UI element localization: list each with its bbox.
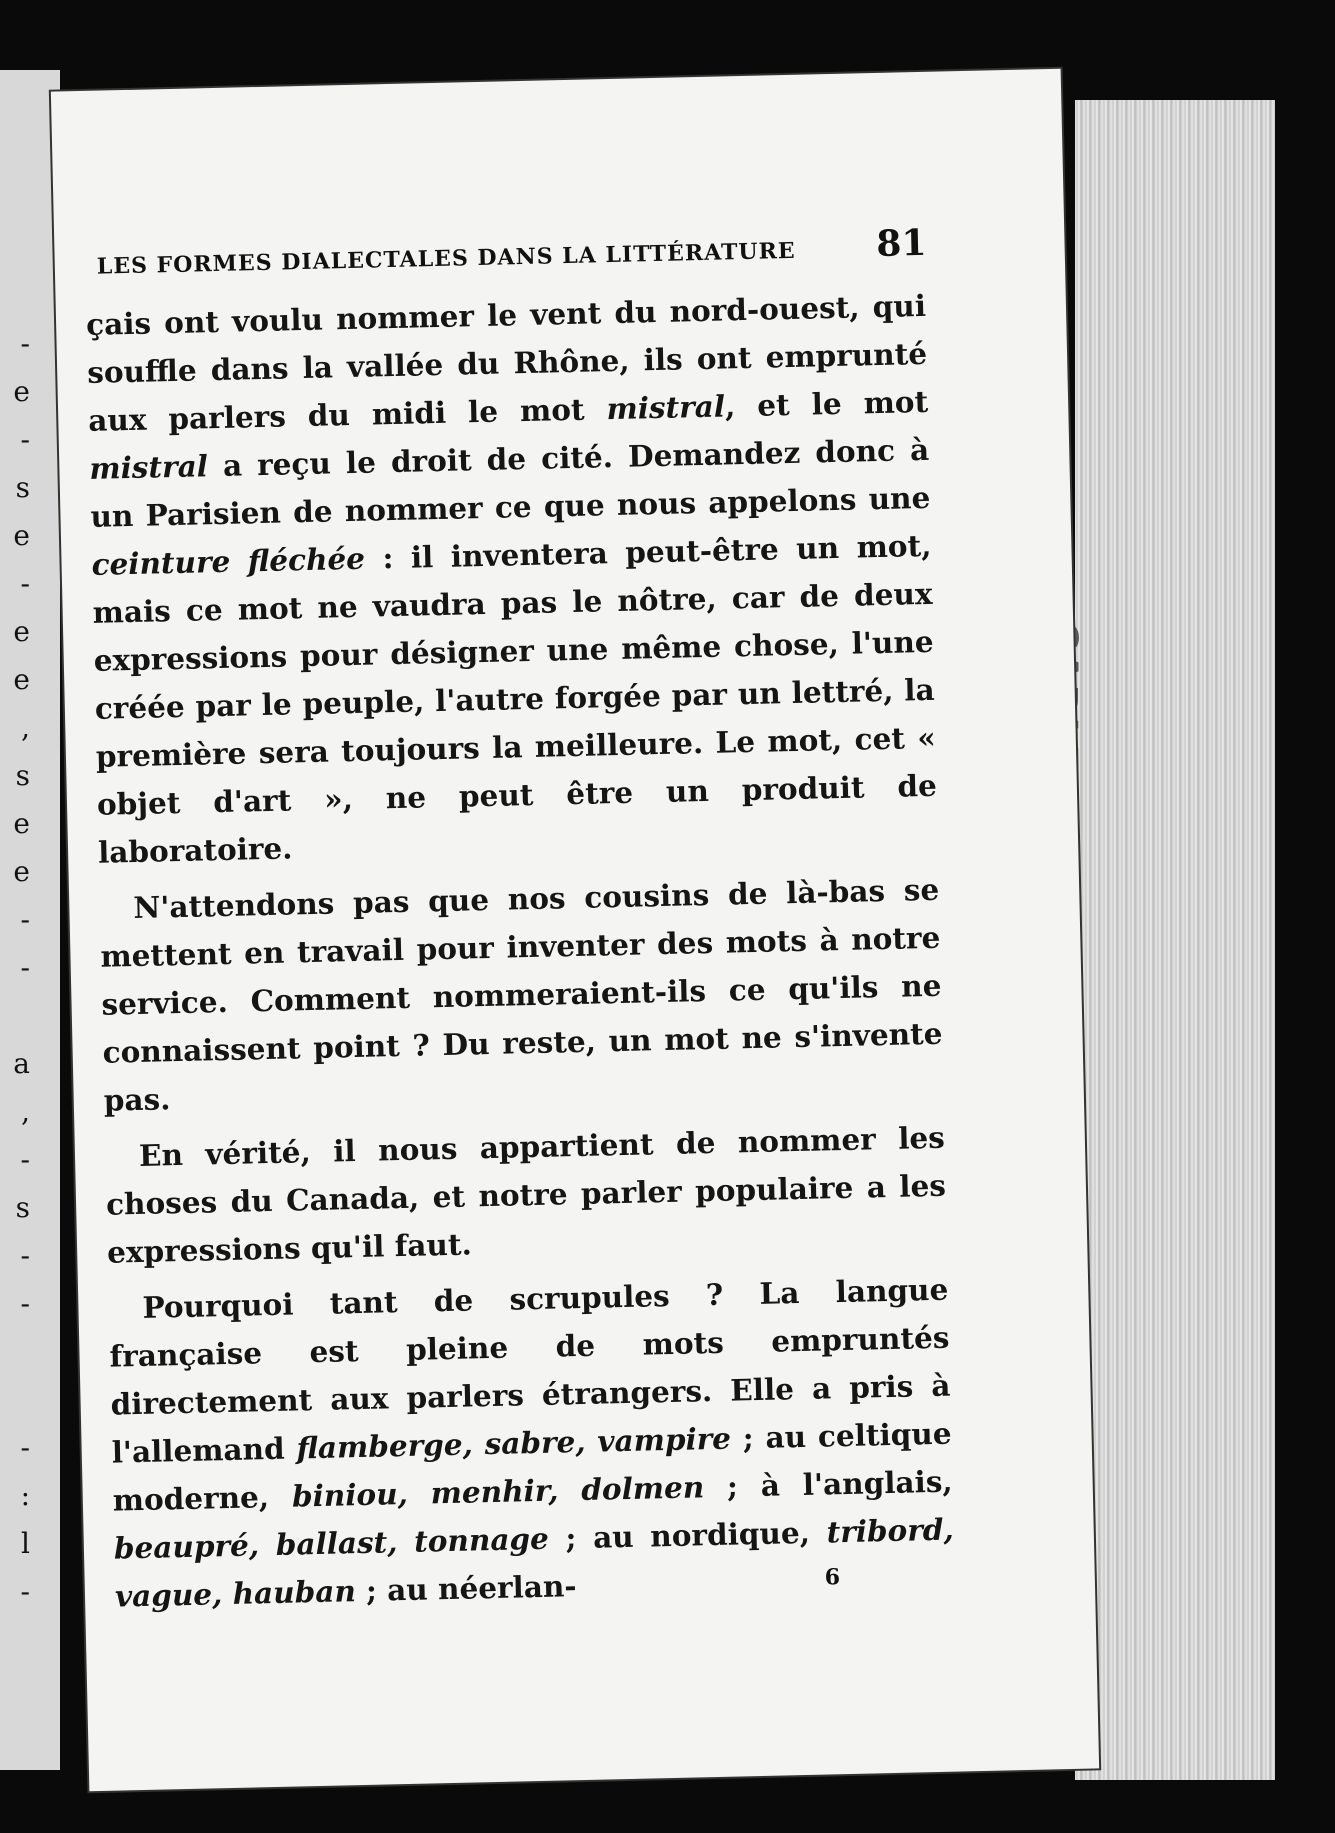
page-header [96,222,927,283]
book-page [51,69,1099,1791]
text-run: : il inventera peut-être un mot, mais ce mot ne vaudra pas le nôtre, car de deux expressions pour désigner une même chose, l'une créée par le peuple, l'autre forgée par un lettré, la première sera toujours la meilleure. Le mot, cet « objet d'art », ne peut être un produit de laboratoire. [92,527,938,870]
paragraph [86,282,939,877]
line-ending-fragment: s [15,471,30,504]
line-ending-fragment: : [20,1479,30,1512]
book-page-edges [1075,100,1275,1780]
italic-term: tribord, vague, hauban [114,1511,955,1614]
line-ending-fragment: - [20,1287,30,1320]
line-ending-fragment: - [20,423,30,456]
text-run: , et le mot [724,383,929,424]
line-ending-fragment: s [15,1191,30,1224]
text-run: ; au nordique, [548,1514,827,1556]
line-ending-fragment: e [13,663,30,696]
paragraph [99,866,944,1125]
line-ending-fragment: e [13,519,30,552]
text-run: En vérité, il nous appartient de nommer les choses du Canada, et notre parler populaire a les expressions qu'il faut. [105,1119,947,1270]
italic-term: mistral [89,448,209,486]
line-ending-fragment: - [20,903,30,936]
italic-term: flamberge, sabre, vampire [296,1420,732,1466]
line-ending-fragment [0,1328,30,1376]
line-ending-fragment: e [13,615,30,648]
line-ending-fragment: - [20,951,30,984]
line-ending-fragment: - [20,327,30,360]
paragraph [104,1114,947,1277]
signature-mark: 6 [824,1564,841,1591]
page-number: 81 [875,221,927,265]
italic-term: ceinture fléchée [91,540,366,582]
text-run: Pourquoi tant de scrupules ? La langue française est pleine de mots empruntés directement aux parlers étrangers. Elle a pris à l'allemand [109,1271,951,1470]
text-run: N'attendons pas que nos cousins de là-bas se mettent en travail pour inventer des mots à notre service. Comment nommeraient-ils ce qu'ils ne connaissent point ? Du reste, un mot ne s'invente pas. [100,871,943,1118]
text-run: ; à l'anglais, [703,1463,953,1505]
text-run: ; au néerlan- [355,1568,577,1609]
line-ending-fragment: - [20,1431,30,1464]
line-ending-fragment: s [15,759,30,792]
line-ending-fragment: , [21,711,30,744]
line-ending-fragment: e [13,855,30,888]
line-ending-fragment [0,1376,30,1424]
line-ending-fragment: - [20,1143,30,1176]
text-run: ; au celtique moderne, [112,1415,952,1518]
text-run: a reçu le droit de cité. Demandez donc à un Parisien de nommer ce que nous appelons une [90,431,931,534]
line-ending-fragment: - [20,1575,30,1608]
running-title: LES FORMES DIALECTALES DANS LA LITTÉRATURE [96,237,796,280]
line-ending-fragment: - [20,1239,30,1272]
text-run: çais ont voulu nommer le vent du nord-ouest, qui souffle dans la vallée du Rhône, ils ont emprunté aux parlers du midi le mot [85,287,928,438]
italic-term: biniou, menhir, dolmen [291,1469,705,1514]
line-ending-fragment [0,992,30,1040]
line-ending-fragment: - [20,567,30,600]
page-body-text [86,282,956,1629]
line-ending-fragment: e [13,375,30,408]
line-ending-fragment: l [21,1527,30,1560]
line-ending-fragment: e [13,807,30,840]
facing-page-line-endings [0,320,30,1616]
italic-term: mistral [606,388,726,427]
italic-term: beaupré, ballast, tonnage [113,1520,550,1566]
line-ending-fragment: , [21,1095,30,1128]
line-ending-fragment: a [13,1047,30,1080]
